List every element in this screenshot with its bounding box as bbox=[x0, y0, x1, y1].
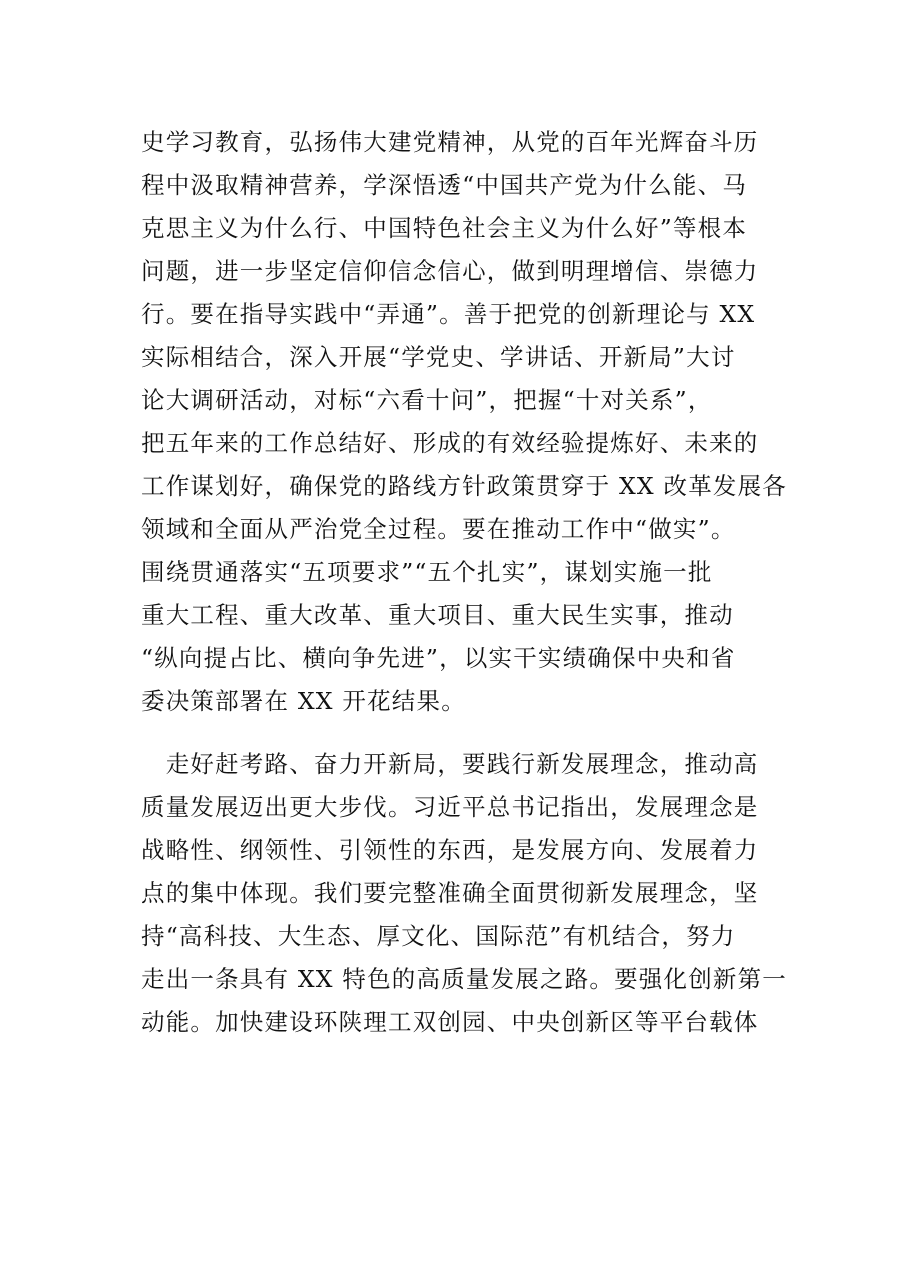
text-line: 质量发展迈出更大步伐。习近平总书记指出，发展理念是 bbox=[141, 793, 759, 821]
text-line: 走出一条具有 XX 特色的高质量发展之路。要强化创新第一 bbox=[141, 965, 787, 993]
paragraph-spacer bbox=[141, 723, 781, 743]
text-line: 把五年来的工作总结好、形成的有效经验提炼好、未来的 bbox=[141, 429, 759, 457]
text-line: 战略性、纲领性、引领性的东西，是发展方向、发展着力 bbox=[141, 836, 759, 864]
text-line: 重大工程、重大改革、重大项目、重大民生实事，推动 bbox=[141, 601, 734, 629]
text-line: 实际相结合，深入开展“学党史、学讲话、开新局”大讨 bbox=[141, 343, 736, 371]
text-line: 克思主义为什么行、中国特色社会主义为什么好”等根本 bbox=[141, 214, 748, 242]
text-line: 史学习教育，弘扬伟大建党精神，从党的百年光辉奋斗历 bbox=[141, 128, 759, 156]
text-line: 持“高科技、大生态、厚文化、国际范”有机结合，努力 bbox=[141, 922, 736, 950]
text-line: 委决策部署在 XX 开花结果。 bbox=[141, 687, 466, 715]
text-line: 点的集中体现。我们要完整准确全面贯彻新发展理念，坚 bbox=[141, 879, 759, 907]
text-line: 问题，进一步坚定信仰信念信心，做到明理增信、崇德力 bbox=[141, 257, 759, 285]
text-line: 走好赶考路、奋力开新局，要践行新发展理念，推动高 bbox=[141, 750, 759, 778]
text-line: 动能。加快建设环陕理工双创园、中央创新区等平台载体 bbox=[141, 1008, 759, 1036]
text-line: 围绕贯通落实“五项要求”“五个扎实”，谋划实施一批 bbox=[141, 558, 713, 586]
text-line: “纵向提占比、横向争先进”，以实干实绩确保中央和省 bbox=[141, 644, 736, 672]
body-text bbox=[141, 121, 787, 1044]
text-line: 行。要在指导实践中“弄通”。善于把党的创新理论与 XX bbox=[141, 300, 756, 328]
text-line: 领域和全面从严治党全过程。要在推动工作中“做实”。 bbox=[141, 515, 736, 543]
paragraph-2 bbox=[141, 743, 787, 1044]
paragraph-1 bbox=[141, 121, 787, 723]
text-line: 程中汲取精神营养，学深悟透“中国共产党为什么能、马 bbox=[141, 171, 748, 199]
text-line: 论大调研活动，对标“六看十问”，把握“十对关系”， bbox=[141, 386, 713, 414]
text-line: 工作谋划好，确保党的路线方针政策贯穿于 XX 改革发展各 bbox=[141, 472, 787, 500]
